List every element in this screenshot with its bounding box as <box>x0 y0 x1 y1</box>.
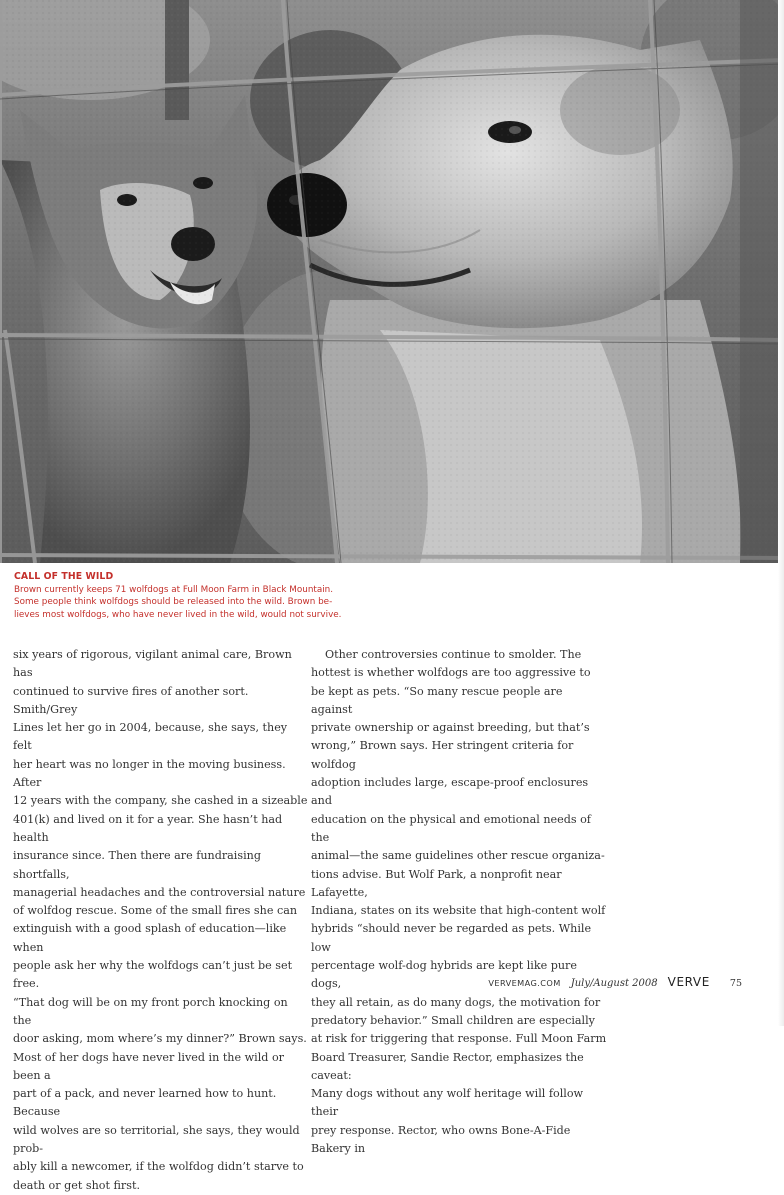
photo-caption <box>14 571 414 621</box>
article-column-left <box>13 646 309 1195</box>
text-line: “That dog will be on my front porch knocking on the <box>13 995 288 1027</box>
wolfdogs-photo <box>0 0 784 563</box>
text-line: people ask her why the wolfdogs can’t just be set free. <box>13 959 293 991</box>
caption-line: Brown currently keeps 71 wolfdogs at Full Moon Farm in Black Mountain. <box>14 584 334 595</box>
text-line: continued to survive fires of another sort. Smith/Grey <box>13 684 249 716</box>
page-edge <box>778 0 784 1026</box>
text-line: Board Treasurer, Sandie Rector, emphasizes the caveat: <box>311 1050 584 1082</box>
text-line: Lines let her go in 2004, because, she says, they felt <box>13 721 288 753</box>
text-line: wild wolves are so territorial, she says, they would prob- <box>13 1123 300 1156</box>
article-column-right <box>311 646 607 1158</box>
caption-title: CALL OF THE WILD <box>14 571 114 582</box>
text-line: education on the physical and emotional needs of the <box>311 812 591 844</box>
text-line: death or get shot first. <box>13 1178 140 1192</box>
text-line: Many dogs without any wolf heritage will follow their <box>311 1087 584 1119</box>
text-line: her heart was no longer in the moving business. After <box>13 757 286 790</box>
text-line: private ownership or against breeding, but that’s <box>311 721 590 735</box>
text-line: wrong,” Brown says. Her stringent criteria for wolfdog <box>311 739 574 771</box>
text-line: 401(k) and lived on it for a year. She hasn’t had health <box>13 812 283 844</box>
text-line: be kept as pets. “So many rescue people are against <box>311 684 563 716</box>
text-line: hybrids “should never be regarded as pets. While low <box>311 922 592 954</box>
text-line: adoption includes large, escape-proof enclosures and <box>311 776 589 808</box>
text-line: they all retain, as do many dogs, the motivation for <box>311 995 601 1009</box>
page-number: 75 <box>729 978 742 989</box>
text-line: at risk for triggering that response. Full Moon Farm <box>311 1032 607 1046</box>
footer-website: VERVEMAG.COM <box>488 978 561 988</box>
text-line: extinguish with a good splash of education—like when <box>13 922 287 954</box>
text-line: percentage wolf-dog hybrids are kept like pure dogs, <box>311 959 577 991</box>
text-line: tions advise. But Wolf Park, a nonprofit near Lafayette, <box>311 867 562 899</box>
text-line: predatory behavior.” Small children are especially <box>311 1013 595 1027</box>
text-line: Other controversies continue to smolder. The <box>325 648 582 661</box>
caption-line: Some people think wolfdogs should be released into the wild. Brown be- <box>14 597 333 608</box>
text-line: six years of rigorous, vigilant animal care, Brown has <box>13 648 292 680</box>
text-line: managerial headaches and the controversial nature <box>13 885 306 899</box>
caption-line: lieves most wolfdogs, who have never lived in the wild, would not survive. <box>14 609 342 620</box>
footer-magazine-name: VERVE <box>667 975 710 989</box>
text-line: 12 years with the company, she cashed in a sizeable <box>13 794 308 808</box>
text-line: of wolfdog rescue. Some of the small fires she can <box>13 904 298 918</box>
text-line: hottest is whether wolfdogs are too aggressive to <box>311 666 591 680</box>
text-line: part of a pack, and never learned how to hunt. Because <box>13 1087 277 1119</box>
text-line: Indiana, states on its website that high-content wolf <box>311 904 606 918</box>
text-line: insurance since. Then there are fundraising shortfalls, <box>13 849 261 881</box>
text-line: animal—the same guidelines other rescue organiza- <box>311 849 605 863</box>
text-line: prey response. Rector, who owns Bone-A-Fide Bakery in <box>311 1123 571 1156</box>
page-footer <box>488 975 742 989</box>
text-line: door asking, mom where’s my dinner?” Brown says. <box>13 1032 307 1046</box>
text-line: Most of her dogs have never lived in the wild or been a <box>13 1050 284 1082</box>
wolfdogs-illustration <box>0 0 784 563</box>
text-line: ably kill a newcomer, if the wolfdog didn’t starve to <box>13 1160 304 1174</box>
footer-issue-date: July/August 2008 <box>570 978 658 989</box>
